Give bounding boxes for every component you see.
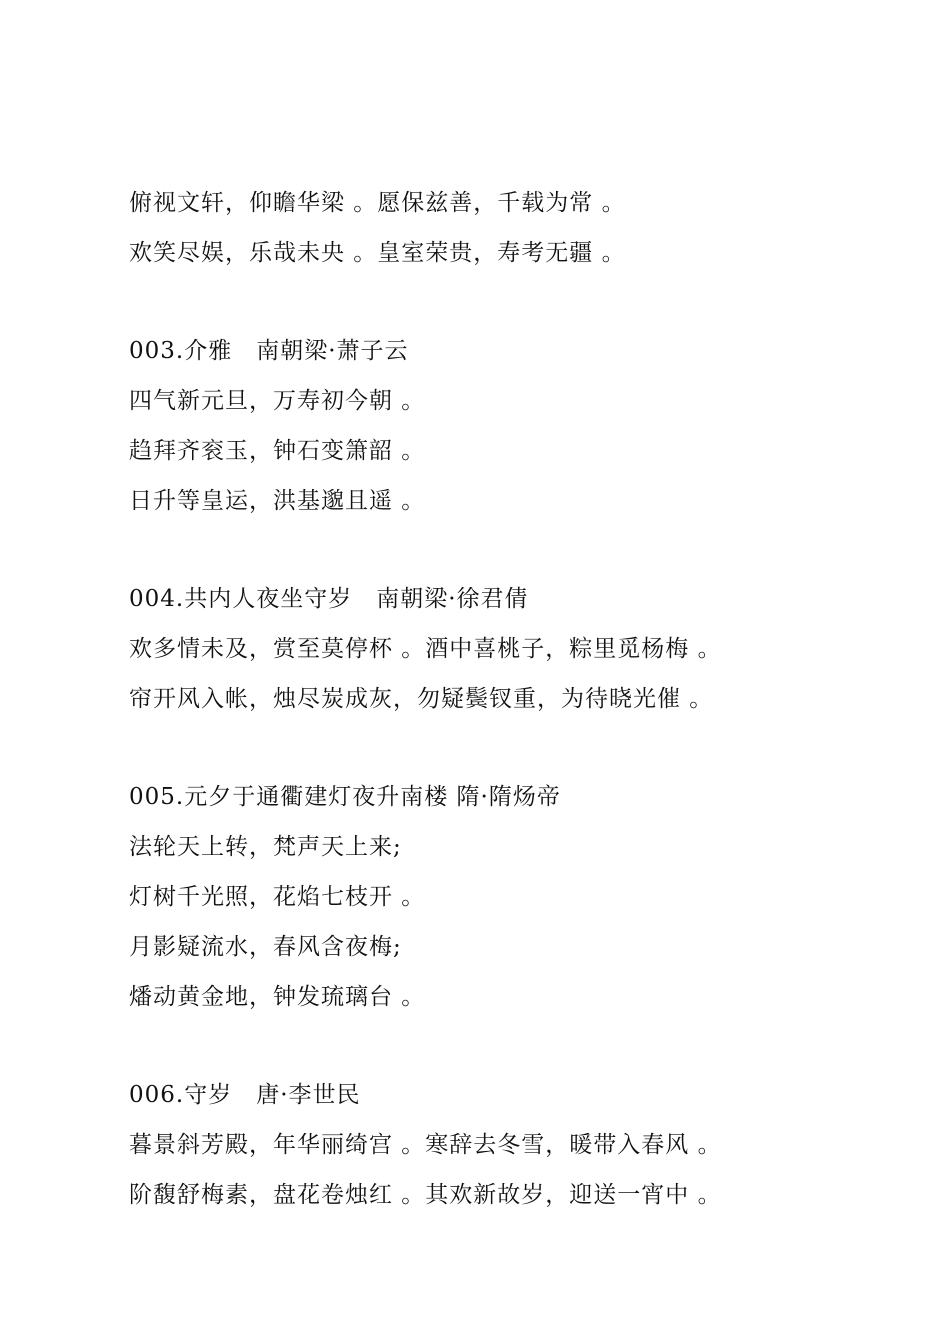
- poem-line: 燔动黄金地，钟发琉璃台 。: [129, 984, 426, 1010]
- poem-section-006: [129, 1070, 919, 1220]
- intro-line: 俯视文轩，仰瞻华梁 。愿保兹善，千载为常 。: [129, 190, 626, 216]
- poem-heading: 004.共内人夜坐守岁 南朝梁·徐君倩: [129, 586, 529, 612]
- poem-heading: 003.介雅 南朝梁·萧子云: [129, 338, 409, 364]
- poem-line: 趋拜齐衮玉，钟石变箫韶 。: [129, 438, 426, 464]
- poem-section-004: [129, 574, 919, 724]
- poem-text-body: [129, 178, 919, 1220]
- poem-line: 灯树千光照，花焰七枝开 。: [129, 884, 426, 910]
- poem-heading: 006.守岁 唐·李世民: [129, 1082, 361, 1108]
- poem-section-005: [129, 772, 919, 1022]
- poem-heading: 005.元夕于通衢建灯夜升南楼 隋·隋炀帝: [129, 784, 561, 810]
- poem-line: 日升等皇运，洪基邈且遥 。: [129, 488, 426, 514]
- intro-line: 欢笑尽娱，乐哉未央 。皇室荣贵，寿考无疆 。: [129, 240, 626, 266]
- poem-line: 四气新元旦，万寿初今朝 。: [129, 388, 426, 414]
- section-gap: [129, 1022, 919, 1070]
- section-gap: [129, 278, 919, 326]
- poem-section-003: [129, 326, 919, 526]
- poem-line: 法轮天上转，梵声天上来;: [129, 834, 402, 860]
- poem-line: 帘开风入帐，烛尽炭成灰，勿疑鬓钗重，为待晓光催 。: [129, 686, 714, 712]
- section-gap: [129, 526, 919, 574]
- section-gap: [129, 724, 919, 772]
- poem-line: 暮景斜芳殿，年华丽绮宫 。寒辞去冬雪，暖带入春风 。: [129, 1132, 722, 1158]
- poem-line: 月影疑流水，春风含夜梅;: [129, 934, 402, 960]
- poem-line: 阶馥舒梅素，盘花卷烛红 。其欢新故岁，迎送一宵中 。: [129, 1182, 722, 1208]
- poem-line: 欢多情未及，赏至莫停杯 。酒中喜桃子，粽里觅杨梅 。: [129, 636, 722, 662]
